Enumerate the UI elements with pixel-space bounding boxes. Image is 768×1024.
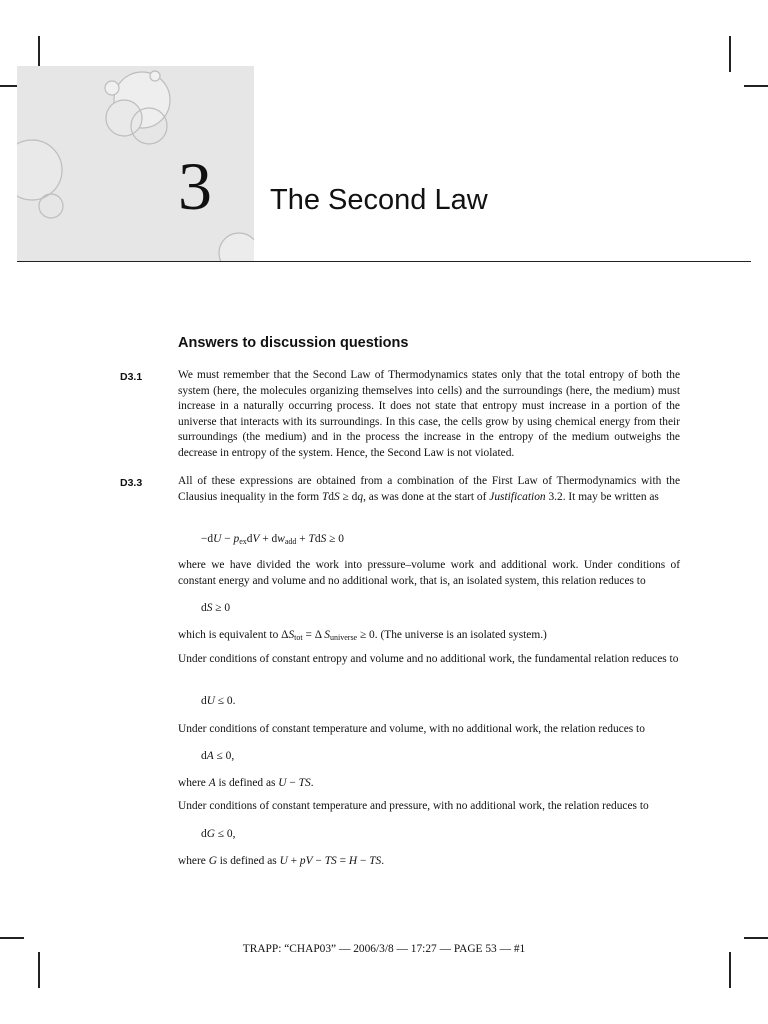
text-run: where	[178, 777, 209, 789]
crop-mark	[729, 36, 731, 72]
crop-mark	[38, 952, 40, 988]
question-label: D3.1	[120, 371, 143, 383]
body-paragraph: where G is defined as U + pV − TS = H − TS.	[178, 855, 385, 867]
crop-mark	[0, 937, 24, 939]
chapter-title: The Second Law	[270, 184, 488, 216]
text-run: is defined as	[216, 855, 280, 867]
answer-paragraph: All of these expressions are obtained from a combination of the First Law of Thermodynamics with the Clausius inequality in the form TdS ≥ dq, as was done at the start of Justification 3.2. It may be written as	[178, 475, 680, 503]
section-heading: Answers to discussion questions	[178, 335, 409, 351]
equation-dA: dA ≤ 0,	[201, 750, 235, 762]
body-paragraph: Under conditions of constant temperature and volume, with no additional work, the relation reduces to	[178, 723, 645, 735]
text-run: . (The universe is an isolated system.)	[374, 629, 547, 641]
text-run: 3.2. It may be written as	[545, 490, 659, 503]
body-paragraph: Under conditions of constant temperature and pressure, with no additional work, the relation reduces to	[178, 800, 649, 812]
text-run: is defined as	[215, 777, 279, 789]
answer-paragraph: We must remember that the Second Law of Thermodynamics states only that the total entropy of both the system (here, the molecules organizing themselves into cells) and the surroundings (here, the medium) must increase in a naturally occurring process. It does not state that entropy must increase in a portion of the universe that interacts with its surroundings. In this case, the cells grow by using chemical energy from their surroundings (the medium) and in the process the increase in the entropy of the medium outweighs the decrease in entropy of the system. Hence, the Second Law is not violated.	[178, 369, 680, 459]
body-paragraph: Under conditions of constant entropy and volume and no additional work, the fundamental relation reduces to	[178, 653, 679, 665]
reference-link: Justification	[489, 490, 546, 503]
text-run: which is equivalent to	[178, 629, 282, 641]
header-rule	[17, 261, 751, 262]
text-run: , as was done at the start of	[363, 490, 490, 503]
chapter-number: 3	[178, 148, 212, 224]
body-paragraph: which is equivalent to $\Delta S_{tot} = \Delta$ $S_{universe} \ge 0$. (The universe is an isolated system.)	[178, 629, 547, 642]
crop-mark	[744, 85, 768, 87]
equation-fundamental: $-dU - p_{ex}dV + dw_{add}$ + TdS ≥ 0	[201, 533, 344, 546]
crop-mark	[744, 937, 768, 939]
text-run: where	[178, 855, 209, 867]
page-footer: TRAPP: “CHAP03” — 2006/3/8 — 17:27 — PAGE 53 — #1	[242, 943, 526, 955]
crop-mark	[729, 952, 731, 988]
text-run: All of these expressions are obtained from a combination of the First Law of Thermodynamics with the Clausius inequality in the form	[178, 475, 680, 503]
question-label: D3.3	[120, 477, 143, 489]
equation-dU: dU ≤ 0.	[201, 695, 236, 707]
equation-dG: dG ≤ 0,	[201, 828, 236, 840]
equation-isolated: dS ≥ 0	[201, 602, 231, 614]
body-paragraph: where A is defined as U − TS.	[178, 777, 314, 789]
body-paragraph: where we have divided the work into pressure–volume work and additional work. Under conditions of constant energy and volume and no additional work, that is, an isolated system, this relation reduces to	[178, 559, 680, 587]
